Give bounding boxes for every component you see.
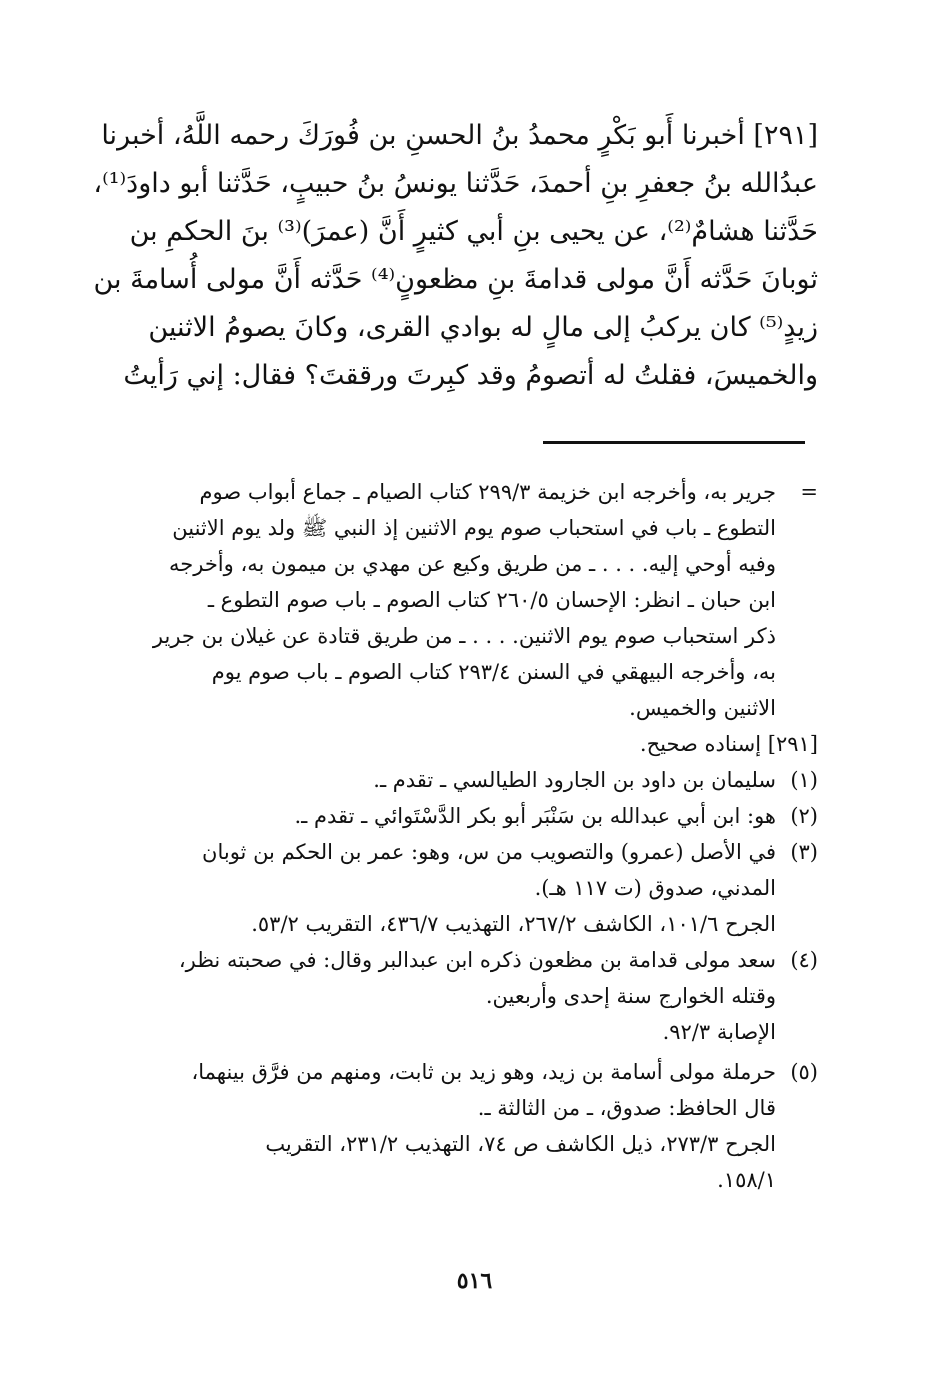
footnote-line: التطوع ـ باب في استحباب صوم يوم الاثنين إذ النبي ﷺ ولد يوم الاثنين bbox=[172, 516, 776, 540]
footnotes-block bbox=[100, 474, 818, 1198]
footnote-marker: (٢) bbox=[790, 804, 818, 828]
footnote-marker: (٥) bbox=[790, 1060, 818, 1084]
footnote-2 bbox=[100, 798, 818, 834]
footnote-body bbox=[100, 1054, 776, 1198]
main-text-line: [٢٩١] أخبرنا أَبو بَكْرٍ محمدُ بنُ الحسنِ بن فُورَكَ رحمه اللَّهُ، أخبرنا bbox=[101, 120, 818, 151]
footnote-body bbox=[100, 762, 776, 798]
main-text-line: زيدٍ⁽⁵⁾ كان يركبُ إلى مالٍ له بوادي القرى، وكانَ يصومُ الاثنين bbox=[148, 312, 818, 343]
footnote-line: الاثنين والخميس. bbox=[629, 696, 776, 720]
main-text-block bbox=[93, 112, 818, 400]
continuation-marker: = bbox=[800, 480, 818, 504]
page-number: ٥١٦ bbox=[456, 1268, 493, 1294]
main-text-line: ثوبانَ حَدَّثه أَنَّ مولى قدامةَ بنِ مظعونٍ⁽⁴⁾ حَدَّثه أَنَّ مولى أُسامةَ بن bbox=[93, 264, 818, 295]
footnote-line: ١٥٨/١. bbox=[717, 1168, 776, 1192]
footnote-5 bbox=[100, 1054, 818, 1198]
footnote-body bbox=[100, 474, 776, 726]
footnote-divider bbox=[543, 441, 805, 444]
footnote-line: في الأصل (عمرو) والتصويب من س، وهو: عمر بن الحكم بن ثوبان bbox=[202, 840, 776, 864]
footnote-line: ابن حبان ـ انظر: الإحسان ٢٦٠/٥ كتاب الصوم ـ باب صوم التطوع ـ bbox=[207, 588, 776, 612]
footnote-line: هو: ابن أبي عبدالله بن سَنْبَر أبو بكر الدَّسْتَوائي ـ تقدم ـ. bbox=[294, 804, 776, 828]
footnote-body bbox=[100, 942, 776, 1050]
main-text-line: عبدُالله بنُ جعفرِ بنِ أحمدَ، حَدَّثنا يونسُ بنُ حبيبٍ، حَدَّثنا أبو داودَ⁽¹⁾، bbox=[93, 168, 818, 199]
footnote-line: ذكر استحباب صوم يوم الاثنين. . . . ـ من طريق قتادة عن غيلان بن جرير bbox=[152, 624, 776, 648]
footnote-body bbox=[100, 798, 776, 834]
footnote-marker: (٣) bbox=[790, 840, 818, 864]
main-text-line: حَدَّثنا هشامٌ⁽²⁾، عن يحيى بنِ أبي كثيرٍ أَنَّ (عمرَ)⁽³⁾ بنَ الحكمِ بن bbox=[129, 216, 818, 247]
footnote-line: جرير به، وأخرجه ابن خزيمة ٢٩٩/٣ كتاب الصيام ـ جماع أبواب صوم bbox=[199, 480, 776, 504]
footnote-line: وقتله الخوارج سنة إحدى وأربعين. bbox=[485, 984, 776, 1008]
footnote-line: وفيه أوحي إليه. . . . ـ من طريق وكيع عن مهدي بن ميمون به، وأخرجه bbox=[169, 552, 776, 576]
footnote-line: الجرح ٢٧٣/٣، ذيل الكاشف ص ٧٤، التهذيب ٢٣١/٢، التقريب bbox=[265, 1132, 776, 1156]
footnote-line: الجرح ١٠١/٦، الكاشف ٢٦٧/٢، التهذيب ٤٣٦/٧، التقريب ٥٣/٢. bbox=[251, 912, 776, 936]
footnote-line: قال الحافظ: صدوق، ـ من الثالثة ـ. bbox=[477, 1096, 776, 1120]
isnad-note: [٢٩١] إسناده صحيح. bbox=[639, 732, 818, 756]
footnote-marker: (٤) bbox=[790, 948, 818, 972]
footnote-4 bbox=[100, 942, 818, 1050]
footnote-line: المدني، صدوق (ت ١١٧ هـ). bbox=[534, 876, 776, 900]
footnote-marker: (١) bbox=[790, 768, 818, 792]
footnote-1 bbox=[100, 762, 818, 798]
main-text-line: والخميسَ، فقلتُ له أتصومُ وقد كبِرتَ ورققتَ؟ فقال: إني رَأيتُ bbox=[123, 360, 818, 391]
footnote-3 bbox=[100, 834, 818, 942]
footnote-continuation bbox=[100, 474, 818, 726]
footnote-line: سليمان بن داود بن الجارود الطيالسي ـ تقدم ـ. bbox=[373, 768, 776, 792]
footnote-line: الإصابة ٩٢/٣. bbox=[662, 1020, 776, 1044]
footnote-line: سعد مولى قدامة بن مظعون ذكره ابن عبدالبر وقال: في صحبته نظر، bbox=[178, 948, 776, 972]
footnote-line: به، وأخرجه البيهقي في السنن ٢٩٣/٤ كتاب الصوم ـ باب صوم يوم bbox=[211, 660, 776, 684]
footnote-body bbox=[100, 834, 776, 942]
footnote-line: حرملة مولى أسامة بن زيد، وهو زيد بن ثابت، ومنهم من فرَّق بينهما، bbox=[191, 1060, 776, 1084]
